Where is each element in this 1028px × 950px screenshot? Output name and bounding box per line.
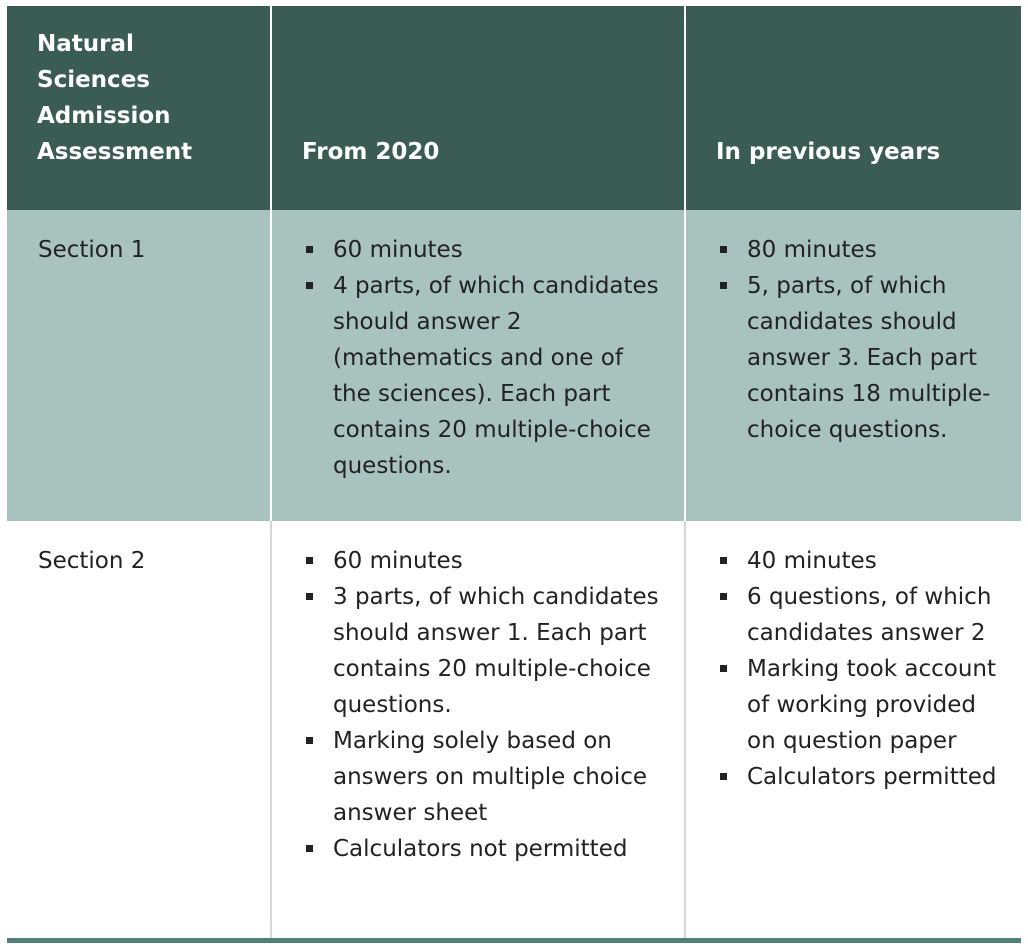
list-item: 6 questions, of which candidates answer 2 <box>716 579 1001 651</box>
cell-previous-years <box>685 521 1021 940</box>
list-item: Calculators permitted <box>716 759 1001 795</box>
header-assessment-line: Assessment <box>37 139 193 165</box>
list-item: 3 parts, of which candidates should answer 1. Each part contains 20 multiple-choice questions. <box>302 579 664 723</box>
table-row-section-2 <box>7 521 1021 940</box>
list-item: 5, parts, of which candidates should answer 3. Each part contains 18 multiple-choice questions. <box>716 268 1001 448</box>
list-item: Marking took account of working provided on question paper <box>716 651 1001 759</box>
bullet-list <box>716 232 1001 448</box>
list-item: 80 minutes <box>716 232 1001 268</box>
list-item: 60 minutes <box>302 543 664 579</box>
list-item: Calculators not permitted <box>302 831 664 867</box>
table-header <box>7 6 1021 210</box>
header-assessment-line: Natural <box>37 31 134 57</box>
bullet-list <box>302 543 664 867</box>
list-item: 4 parts, of which candidates should answer 2 (mathematics and one of the sciences). Each part contains 20 multiple-choice questions. <box>302 268 664 484</box>
header-previous-years: In previous years <box>685 6 1021 210</box>
header-row <box>7 6 1021 210</box>
row-label: Section 2 <box>7 521 271 940</box>
cell-from-2020 <box>271 521 685 940</box>
cell-from-2020 <box>271 210 685 521</box>
list-item: Marking solely based on answers on multiple choice answer sheet <box>302 723 664 831</box>
bullet-list <box>302 232 664 484</box>
table-row-section-1 <box>7 210 1021 521</box>
comparison-table <box>7 6 1021 943</box>
list-item: 40 minutes <box>716 543 1001 579</box>
list-item: 60 minutes <box>302 232 664 268</box>
header-assessment-line: Admission <box>37 103 171 129</box>
bullet-list <box>716 543 1001 795</box>
header-from-2020: From 2020 <box>271 6 685 210</box>
header-assessment <box>7 6 271 210</box>
cell-previous-years <box>685 210 1021 521</box>
header-assessment-line: Sciences <box>37 67 150 93</box>
table-body <box>7 210 1021 940</box>
row-label: Section 1 <box>7 210 271 521</box>
